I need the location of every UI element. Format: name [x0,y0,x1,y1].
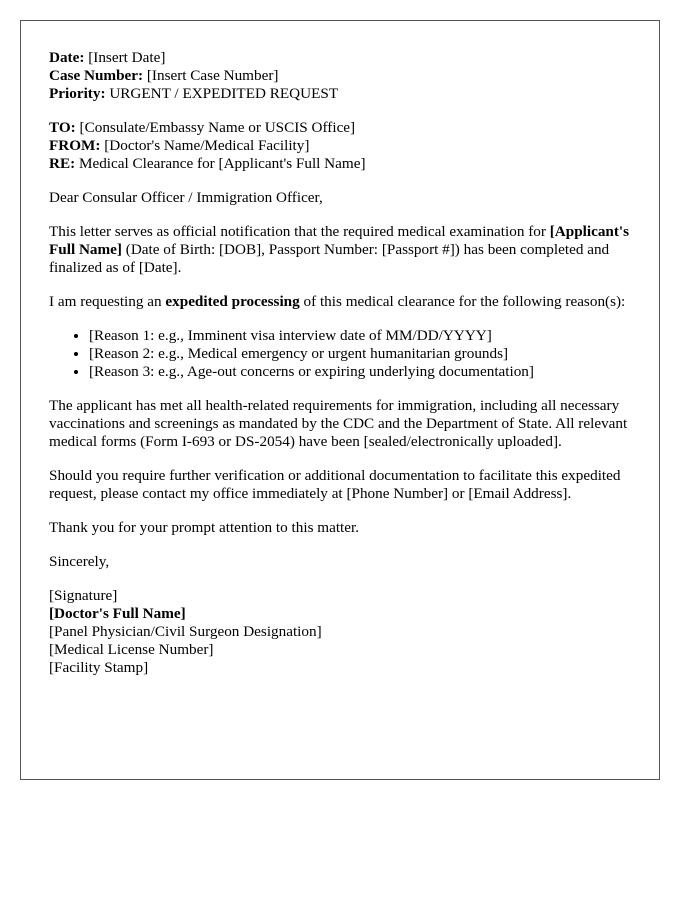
license-number: [Medical License Number] [49,641,214,658]
letter-document [20,20,660,780]
doctor-name: [Doctor's Full Name] [49,605,186,622]
re-line: RE: Medical Clearance for [Applicant's Full Name] [49,155,366,172]
facility-stamp: [Facility Stamp] [49,659,149,676]
salutation: Dear Consular Officer / Immigration Officer, [49,189,323,206]
list-item: • [Reason 3: e.g., Age-out concerns or expiring underlying documentation] [89,363,631,381]
list-item: • [Reason 2: e.g., Medical emergency or urgent humanitarian grounds] [89,345,631,363]
to-line: TO: [Consulate/Embassy Name or USCIS Office] [49,119,356,136]
signature-placeholder: [Signature] [49,587,118,604]
expedited-processing-emphasis: expedited processing [165,293,300,310]
routing-block [49,119,631,173]
reasons-list [49,327,631,381]
list-item: • [Reason 1: e.g., Imminent visa interview date of MM/DD/YYYY] [89,327,631,345]
case-number-line: Case Number: [Insert Case Number] [49,67,279,84]
priority-line: Priority: URGENT / EXPEDITED REQUEST [49,85,339,102]
paragraph-contact: Should you require further verification or additional documentation to facilitate this expedited request, please contact my office immediately at [Phone Number] or [Email Address]. [49,467,621,502]
applicant-name: [Applicant's Full Name] [49,223,630,258]
from-line: FROM: [Doctor's Name/Medical Facility] [49,137,310,154]
letter-header [49,49,631,103]
paragraph-notification: This letter serves as official notification that the required medical examination for [Applicant's Full Name] (Date of Birth: [DOB], Passport Number: [Passport #]) has been completed and finalized as of [Date]. [49,223,630,276]
paragraph-request: I am requesting an expedited processing of this medical clearance for the following reason(s): [49,293,626,310]
paragraph-thanks: Thank you for your prompt attention to this matter. [49,519,360,536]
designation: [Panel Physician/Civil Surgeon Designation] [49,623,322,640]
signature-block [49,587,631,677]
date-line: Date: [Insert Date] [49,49,166,66]
paragraph-requirements: The applicant has met all health-related requirements for immigration, including all necessary vaccinations and screenings as mandated by the CDC and the Department of State. All relevant medical forms (Form I-693 or DS-2054) have been [sealed/electronically uploaded]. [49,397,628,450]
closing: Sincerely, [49,553,110,570]
